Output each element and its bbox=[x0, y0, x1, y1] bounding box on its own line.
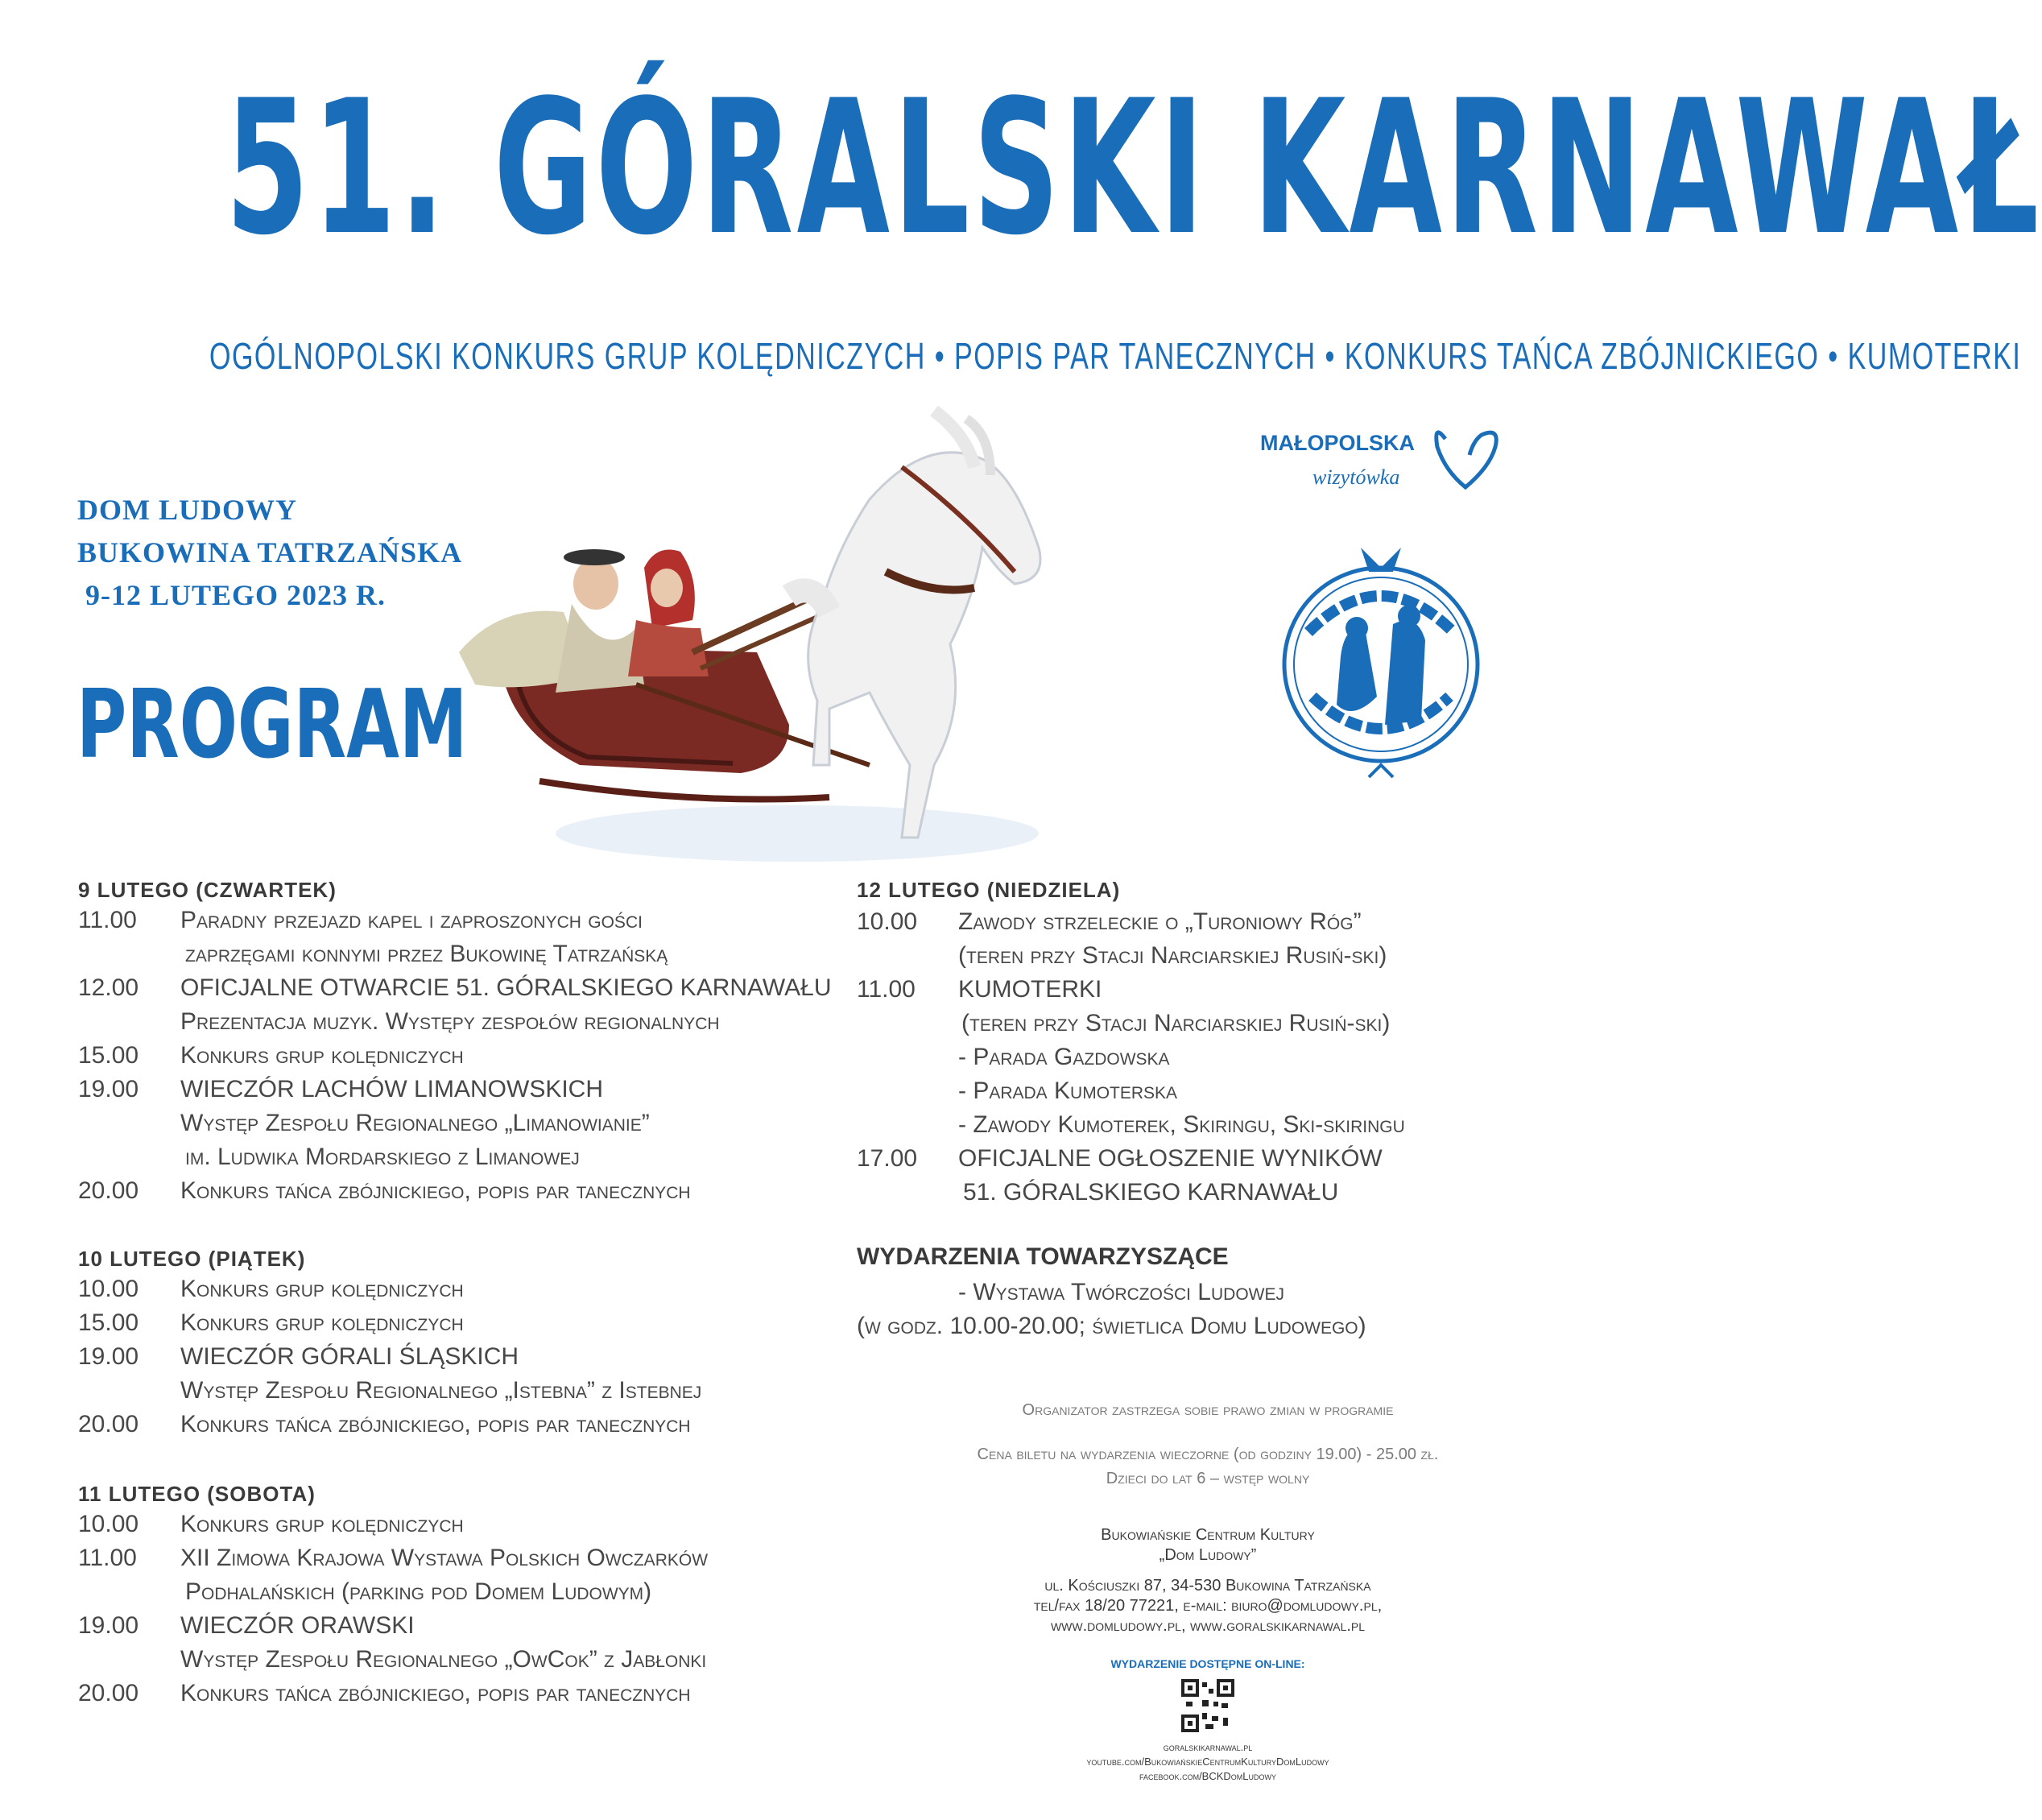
festival-emblem-logo bbox=[1264, 536, 1498, 793]
event-text: Konkurs grup kolędniczych bbox=[180, 1042, 464, 1069]
kids-text: Dzieci do lat 6 – wstęp wolny bbox=[1106, 1470, 1310, 1487]
organizer-name: Bukowiańskie Centrum Kultury bbox=[1101, 1526, 1315, 1544]
event-text: Występ Zespołu Regionalnego „Limanowianie” bbox=[180, 1110, 650, 1136]
venue-town: BUKOWINA TATRZAŃSKA bbox=[77, 536, 463, 569]
online-header: WYDARZENIE DOSTĘPNE ON-LINE: bbox=[1110, 1657, 1305, 1670]
price-text: Cena biletu na wydarzenia wieczorne (od godziny 19.00) - 25.00 zł. bbox=[977, 1446, 1439, 1463]
side-event-text: - Wystawa Twórczości Ludowej bbox=[958, 1279, 1284, 1305]
time: 17.00 bbox=[857, 1145, 918, 1172]
online-link-site[interactable]: goralskikarnawal.pl bbox=[1163, 1741, 1253, 1753]
time: 19.00 bbox=[78, 1076, 139, 1102]
event-text: (teren przy Stacji Narciarskiej Rusiń-ski) bbox=[961, 1010, 1391, 1036]
time: 10.00 bbox=[78, 1276, 139, 1302]
sponsor-name: MAŁOPOLSKA bbox=[1260, 431, 1415, 455]
time: 15.00 bbox=[78, 1042, 139, 1069]
event-text: WIECZÓR GÓRALI ŚLĄSKICH bbox=[180, 1343, 519, 1370]
organizer-name-2: „Dom Ludowy” bbox=[1159, 1546, 1257, 1564]
event-text: KUMOTERKI bbox=[958, 976, 1102, 1003]
time: 15.00 bbox=[78, 1309, 139, 1336]
event-text: WIECZÓR LACHÓW LIMANOWSKICH bbox=[180, 1076, 604, 1102]
side-events-header: WYDARZENIA TOWARZYSZĄCE bbox=[857, 1243, 1229, 1270]
event-text: zaprzęgami konnymi przez Bukowinę Tatrzańską bbox=[185, 941, 668, 967]
event-text: Zawody strzeleckie o „Turoniowy Róg” bbox=[958, 908, 1362, 935]
day-header-10: 10 LUTEGO (PIĄTEK) bbox=[78, 1247, 306, 1271]
time: 11.00 bbox=[857, 976, 916, 1003]
time: 20.00 bbox=[78, 1177, 139, 1204]
time: 11.00 bbox=[78, 907, 137, 933]
event-text: OFICJALNE OGŁOSZENIE WYNIKÓW bbox=[958, 1145, 1383, 1172]
event-text: Konkurs tańca zbójnickiego, popis par tanecznych bbox=[180, 1680, 691, 1706]
event-text: OFICJALNE OTWARCIE 51. GÓRALSKIEGO KARNAWAŁU bbox=[180, 974, 832, 1001]
event-text: Konkurs grup kolędniczych bbox=[180, 1309, 464, 1336]
online-link-youtube[interactable]: youtube.com/BukowiańskieCentrumKulturyDomLudowy bbox=[1086, 1756, 1329, 1768]
program-heading: PROGRAM bbox=[76, 668, 468, 780]
event-text: Paradny przejazd kapel i zaproszonych gości bbox=[180, 907, 643, 933]
event-text: Konkurs grup kolędniczych bbox=[180, 1276, 464, 1302]
time: 19.00 bbox=[78, 1612, 139, 1639]
event-text: - Parada Gazdowska bbox=[958, 1044, 1170, 1070]
side-event-text: (w godz. 10.00-20.00; świetlica Domu Ludowego) bbox=[857, 1313, 1366, 1339]
event-text: Prezentacja muzyk. Występy zespołów regionalnych bbox=[180, 1008, 720, 1035]
event-text: Konkurs tańca zbójnickiego, popis par tanecznych bbox=[180, 1177, 691, 1204]
day-header-12: 12 LUTEGO (NIEDZIELA) bbox=[857, 878, 1121, 902]
sponsor-tagline: wizytówka bbox=[1312, 465, 1400, 489]
venue-dates: 9-12 LUTEGO 2023 R. bbox=[85, 579, 386, 611]
time: 20.00 bbox=[78, 1411, 139, 1437]
subtitle: OGÓLNOPOLSKI KONKURS GRUP KOLĘDNICZYCH • POPIS PAR TANECZNYCH • KONKURS TAŃCA ZBÓJNICKIEGO • KUMOTERKI bbox=[209, 335, 2022, 377]
event-text: Występ Zespołu Regionalnego „OwCok” z Jabłonki bbox=[180, 1646, 707, 1673]
online-link-facebook[interactable]: facebook.com/BCKDomLudowy bbox=[1139, 1770, 1277, 1782]
sleigh-illustration bbox=[451, 387, 1119, 870]
event-text: (teren przy Stacji Narciarskiej Rusiń-ski) bbox=[958, 942, 1387, 969]
organizer-address: ul. Kościuszki 87, 34-530 Bukowina Tatrzańska bbox=[1044, 1577, 1371, 1595]
venue-name: DOM LUDOWY bbox=[77, 494, 297, 526]
event-text: - Zawody Kumoterek, Skiringu, Ski-skiringu bbox=[958, 1111, 1405, 1138]
event-text: Konkurs grup kolędniczych bbox=[180, 1511, 464, 1537]
day-header-11: 11 LUTEGO (SOBOTA) bbox=[78, 1482, 316, 1506]
event-text: Występ Zespołu Regionalnego „Istebna” z Istebnej bbox=[180, 1377, 702, 1404]
disclaimer-text: Organizator zastrzega sobie prawo zmian w programie bbox=[1022, 1401, 1394, 1419]
time: 11.00 bbox=[78, 1545, 137, 1571]
event-text: Konkurs tańca zbójnickiego, popis par tanecznych bbox=[180, 1411, 691, 1437]
time: 10.00 bbox=[857, 908, 918, 935]
time: 20.00 bbox=[78, 1680, 139, 1706]
qr-code-icon[interactable] bbox=[1181, 1679, 1234, 1732]
event-text: Podhalańskich (parking pod Domem Ludowym) bbox=[185, 1578, 652, 1605]
event-text: im. Ludwika Mordarskiego z Limanowej bbox=[185, 1144, 580, 1170]
event-text: 51. GÓRALSKIEGO KARNAWAŁU bbox=[963, 1179, 1339, 1206]
event-text: XII Zimowa Krajowa Wystawa Polskich Owczarków bbox=[180, 1545, 709, 1571]
time: 19.00 bbox=[78, 1343, 139, 1370]
time: 10.00 bbox=[78, 1511, 139, 1537]
page-title: 51. GÓRALSKI KARNAWAŁ bbox=[225, 61, 2042, 276]
time: 12.00 bbox=[78, 974, 139, 1001]
day-header-9: 9 LUTEGO (CZWARTEK) bbox=[78, 878, 337, 902]
heart-icon bbox=[1429, 423, 1502, 495]
organizer-contact[interactable]: tel/fax 18/20 77221, e-mail: biuro@domludowy.pl, bbox=[1033, 1597, 1383, 1615]
organizer-web[interactable]: www.domludowy.pl, www.goralskikarnawal.pl bbox=[1050, 1617, 1366, 1635]
event-text: - Parada Kumoterska bbox=[958, 1078, 1178, 1104]
event-text: WIECZÓR ORAWSKI bbox=[180, 1612, 415, 1639]
